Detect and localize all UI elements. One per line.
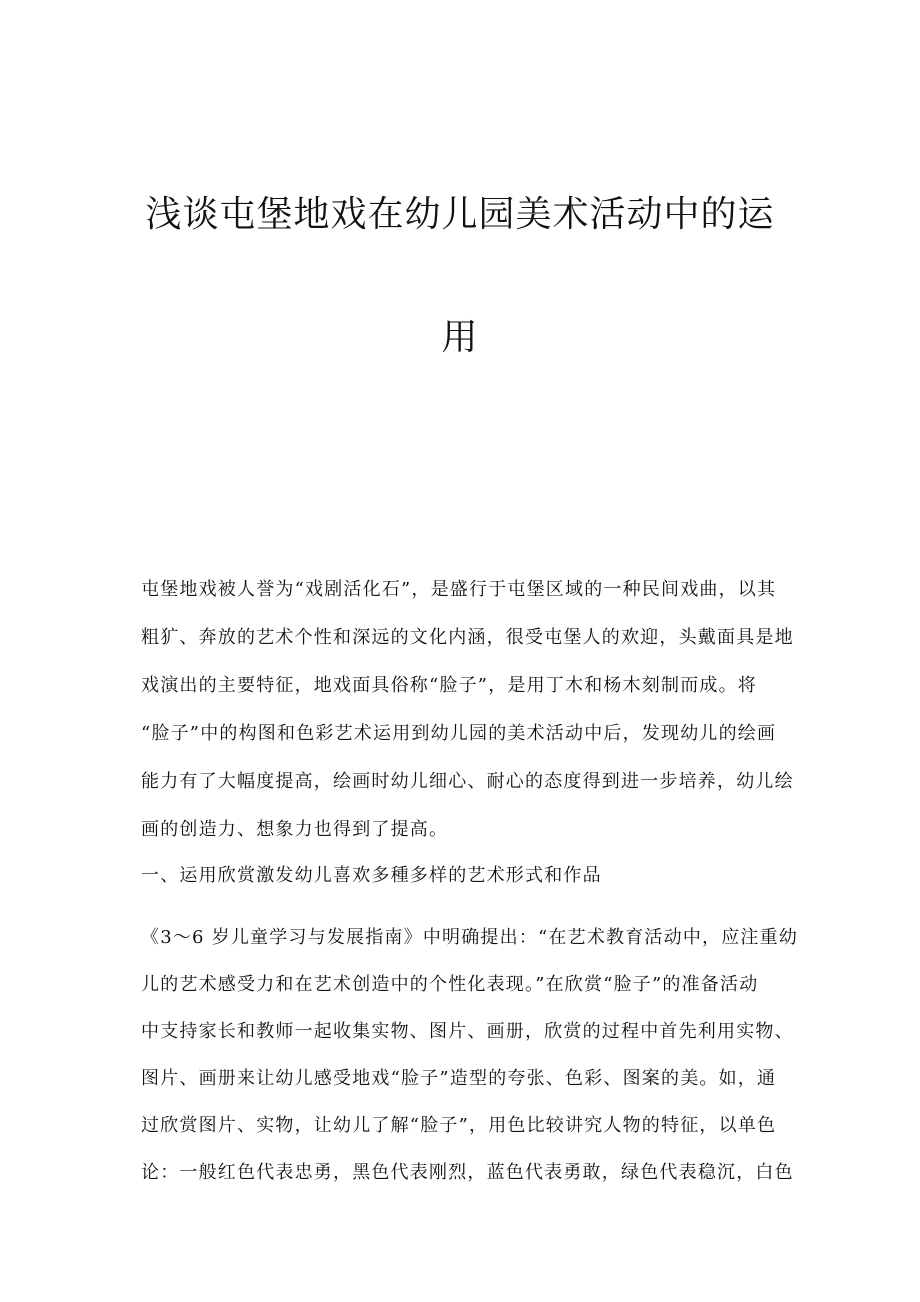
- paragraph-intro: [141, 566, 794, 854]
- text-line: 能力有了大幅度提高，绘画时幼儿细心、耐心的态度得到进一步培养，幼儿绘: [141, 771, 794, 792]
- text-line: 论：一般红色代表忠勇，黑色代表刚烈，蓝色代表勇敢，绿色代表稳沉，白色: [141, 1162, 794, 1183]
- document-title-line-2: 用: [441, 317, 479, 358]
- section-heading-1: [141, 856, 781, 896]
- text-line: 画的创造力、想象力也得到了提高。: [141, 819, 449, 840]
- text-line: 过欣赏图片、实物，让幼儿了解“脸子”，用色比较讲究人物的特征，以单色: [141, 1115, 777, 1136]
- text-line: 图片、画册来让幼儿感受地戏“脸子”造型的夸张、色彩、图案的美。如，通: [141, 1068, 777, 1089]
- text-line: “脸子”中的构图和色彩艺术运用到幼儿园的美术活动中后，发现幼儿的绘画: [141, 723, 777, 744]
- text-line: 屯堡地戏被人誉为“戏剧活化石”，是盛行于屯堡区域的一种民间戏曲，以其: [141, 579, 777, 600]
- document-title-line-1: 浅谈屯堡地戏在幼儿园美术活动中的运: [145, 194, 775, 235]
- section-heading-text: 一、运用欣赏激发幼儿喜欢多種多样的艺术形式和作品: [141, 865, 602, 886]
- text-line: 粗犷、奔放的艺术个性和深远的文化内涵，很受屯堡人的欢迎，头戴面具是地: [141, 627, 794, 648]
- paragraph-section-1: [141, 914, 799, 1196]
- text-line: 《3～6 岁儿童学习与发展指南》中明确提出：“在艺术教育活动中，应注重幼: [141, 927, 799, 948]
- text-line: 戏演出的主要特征，地戏面具俗称“脸子”，是用丁木和杨木刻制而成。将: [141, 675, 758, 696]
- text-line: 中支持家长和教师一起收集实物、图片、画册，欣赏的过程中首先利用实物、: [141, 1021, 794, 1042]
- text-line: 儿的艺术感受力和在艺术创造中的个性化表现。”在欣赏“脸子”的准备活动: [141, 974, 759, 995]
